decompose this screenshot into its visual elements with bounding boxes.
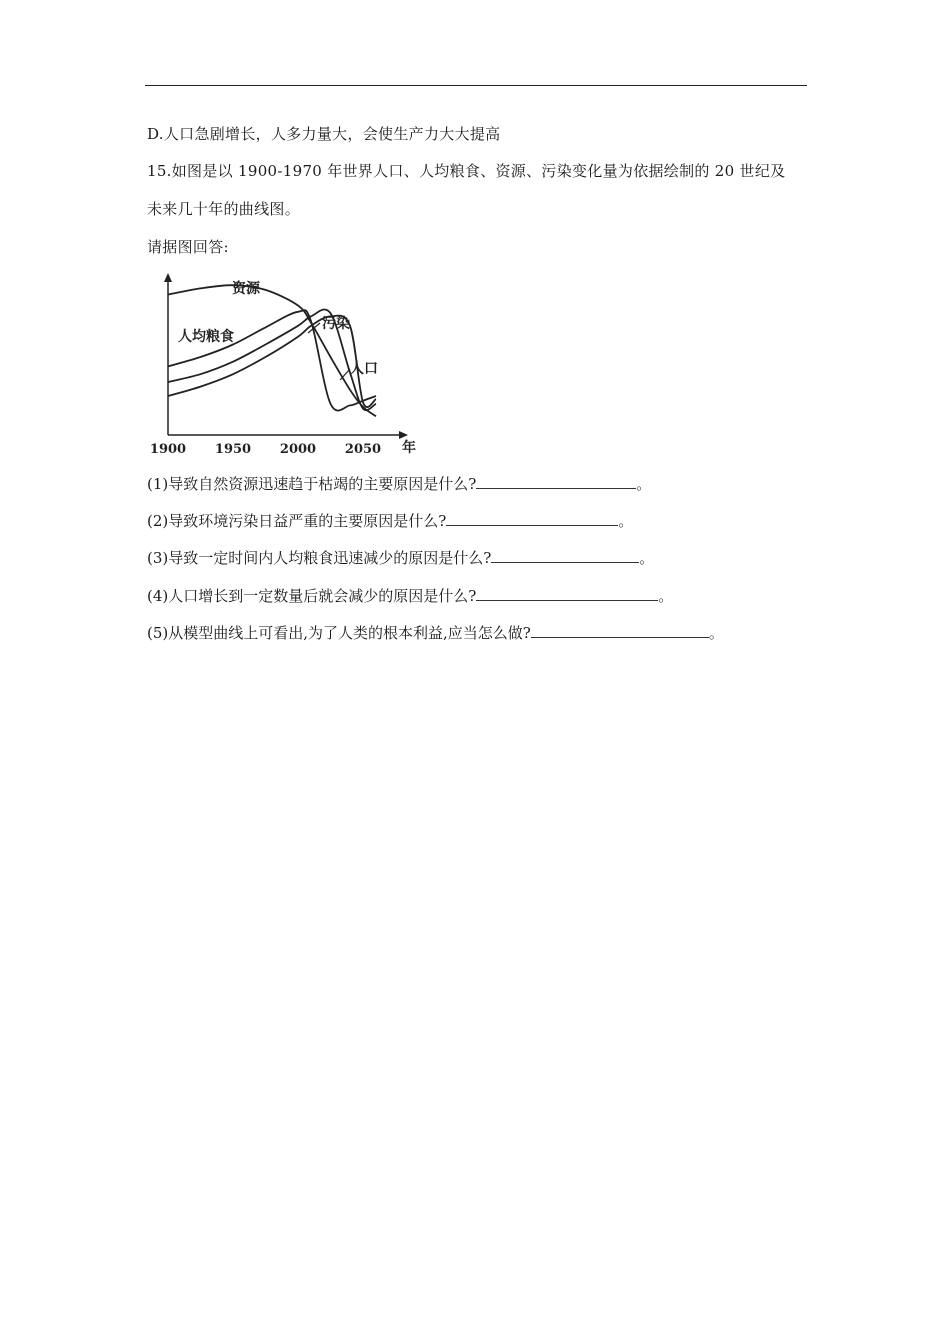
- instruction: 请据图回答:: [147, 238, 229, 256]
- answer-blank-5[interactable]: [531, 622, 709, 638]
- answer-blank-1[interactable]: [476, 473, 636, 489]
- x-tick-1950: 1950: [214, 442, 252, 457]
- x-unit: 年: [402, 440, 416, 456]
- option-d: D.人口急剧增长，人多力量大，会使生产力大大提高: [147, 125, 501, 143]
- label-resources: 资源: [232, 281, 260, 297]
- x-tick-2050: 2050: [344, 442, 382, 457]
- answer-blank-3[interactable]: [491, 547, 639, 563]
- y-axis-arrow: [164, 273, 172, 282]
- answer-blank-2[interactable]: [446, 510, 618, 526]
- question-5: (5)从模型曲线上可看出,为了人类的根本利益,应当怎么做? 。: [147, 624, 724, 642]
- x-tick-1900: 1900: [149, 442, 187, 457]
- question-3: (3)导致一定时间内人均粮食迅速减少的原因是什么? 。: [147, 549, 655, 567]
- question-2: (2)导致环境污染日益严重的主要原因是什么? 。: [147, 512, 634, 530]
- x-tick-2000: 2000: [279, 442, 317, 457]
- question-4: (4)人口增长到一定数量后就会减少的原因是什么? 。: [147, 587, 674, 605]
- curve-chart: [140, 265, 425, 465]
- question-15-line2: 未来几十年的曲线图。: [147, 200, 301, 218]
- answer-blank-4[interactable]: [476, 585, 658, 601]
- x-axis-arrow: [399, 431, 408, 439]
- header-rule: [145, 85, 807, 86]
- question-1: (1)导致自然资源迅速趋于枯竭的主要原因是什么? 。: [147, 475, 652, 493]
- label-population: 人口: [350, 361, 378, 377]
- label-pollution: 污染: [322, 316, 350, 332]
- series-resources-line: [168, 285, 376, 416]
- label-food: 人均粮食: [178, 329, 234, 345]
- question-15-line1: 15.如图是以 1900-1970 年世界人口、人均粮食、资源、污染变化量为依据绘制的 20 世纪及: [147, 162, 786, 180]
